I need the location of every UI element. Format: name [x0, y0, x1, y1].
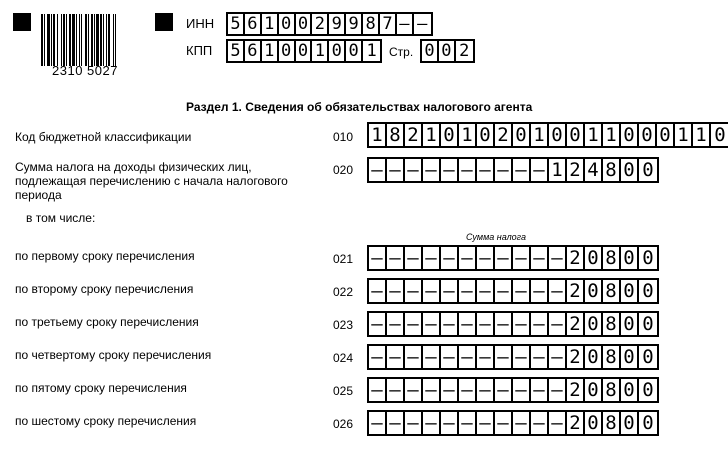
page-cell: 0 [422, 41, 439, 61]
page-cell: 0 [439, 41, 456, 61]
row-021-cell: – [369, 247, 387, 269]
section-title: Раздел 1. Сведения об обязательствах налогового агента [186, 100, 533, 114]
row-021-cell: – [423, 247, 441, 269]
row-020-cell: 1 [549, 159, 567, 181]
row-025-cell: – [369, 379, 387, 401]
row-026-cell: – [549, 412, 567, 434]
row-cells-020 [367, 157, 659, 183]
row-cells-024 [367, 344, 659, 370]
row-010-cell: 0 [477, 124, 495, 146]
row-010-cell: 0 [513, 124, 531, 146]
in-total-label: в том числе: [26, 211, 96, 225]
barcode-bar [47, 14, 50, 66]
row-cells-026 [367, 410, 659, 436]
row-010-cell: 1 [603, 124, 621, 146]
page-cells [420, 39, 475, 63]
row-025-cell: 0 [642, 379, 654, 401]
row-022-cell: – [477, 280, 495, 302]
barcode-bar [61, 14, 62, 66]
row-023-cell: – [387, 313, 405, 335]
row-026-cell: – [459, 412, 477, 434]
row-023-cell: – [441, 313, 459, 335]
row-021-cell: – [459, 247, 477, 269]
row-023-cell: 8 [603, 313, 621, 335]
row-021-cell: – [387, 247, 405, 269]
row-021-cell: – [495, 247, 513, 269]
row-024-cell: – [405, 346, 423, 368]
row-023-cell: – [513, 313, 531, 335]
barcode-bar [76, 14, 77, 66]
kpp-label: КПП [186, 43, 213, 58]
barcode-number: 2310 5027 [52, 63, 118, 78]
row-026-cell: – [531, 412, 549, 434]
row-023-cell: 0 [585, 313, 603, 335]
row-010-cell: 8 [387, 124, 405, 146]
kpp-cell: 0 [296, 41, 313, 61]
barcode-image [41, 14, 143, 66]
row-label-024: по четвертому сроку перечисления [15, 348, 212, 362]
barcode-bar [113, 14, 114, 66]
row-cells-010 [367, 122, 728, 148]
row-label-022: по второму сроку перечисления [15, 282, 194, 296]
kpp-cell: 1 [312, 41, 329, 61]
row-020-cell: – [405, 159, 423, 181]
row-023-cell: – [405, 313, 423, 335]
row-025-cell: 0 [585, 379, 603, 401]
kpp-cell: 5 [228, 41, 245, 61]
row-026-cell: – [369, 412, 387, 434]
row-010-cell: 2 [405, 124, 423, 146]
row-021-cell: – [441, 247, 459, 269]
row-cells-021 [367, 245, 659, 271]
inn-cell: – [397, 14, 414, 34]
row-022-cell: 2 [567, 280, 585, 302]
registration-marker-left [13, 13, 31, 31]
row-020-cell: – [387, 159, 405, 181]
barcode-bar [115, 14, 116, 66]
row-code-021: 021 [333, 252, 354, 266]
row-026-cell: – [423, 412, 441, 434]
row-025-cell: 0 [621, 379, 639, 401]
row-025-cell: – [405, 379, 423, 401]
row-022-cell: 0 [621, 280, 639, 302]
row-021-cell: 0 [621, 247, 639, 269]
barcode-bar [44, 14, 45, 66]
kpp-cell: 1 [262, 41, 279, 61]
row-025-cell: 8 [603, 379, 621, 401]
row-023-cell: – [477, 313, 495, 335]
page-label: Стр. [389, 45, 414, 59]
row-022-cell: – [495, 280, 513, 302]
row-026-cell: 2 [567, 412, 585, 434]
barcode-bar [96, 14, 99, 66]
row-024-cell: – [441, 346, 459, 368]
inn-cell: 9 [329, 14, 346, 34]
row-026-cell: – [477, 412, 495, 434]
row-023-cell: 0 [621, 313, 639, 335]
row-024-cell: – [513, 346, 531, 368]
row-022-cell: – [423, 280, 441, 302]
row-020-cell: – [441, 159, 459, 181]
row-024-cell: 0 [585, 346, 603, 368]
inn-cell: 5 [228, 14, 245, 34]
row-label-020: Сумма налога на доходы физических лиц, подлежащая перечислению с начала налогового периода [15, 160, 288, 202]
row-cells-025 [367, 377, 659, 403]
row-023-cell: – [549, 313, 567, 335]
row-026-cell: – [495, 412, 513, 434]
barcode-bar [91, 14, 93, 66]
row-010-cell: 0 [621, 124, 639, 146]
row-020-cell: – [423, 159, 441, 181]
row-026-cell: 0 [585, 412, 603, 434]
row-020-cell: 4 [585, 159, 603, 181]
row-020-cell: – [477, 159, 495, 181]
barcode-bar [63, 14, 65, 66]
row-code-024: 024 [333, 351, 354, 365]
row-010-cell: 0 [567, 124, 585, 146]
row-022-cell: 8 [603, 280, 621, 302]
row-020-cell: 0 [621, 159, 639, 181]
row-023-cell: – [495, 313, 513, 335]
row-code-022: 022 [333, 285, 354, 299]
row-code-025: 025 [333, 384, 354, 398]
row-010-cell: 1 [585, 124, 603, 146]
row-024-cell: – [495, 346, 513, 368]
row-label-026: по шестому сроку перечисления [15, 414, 197, 428]
row-026-cell: – [387, 412, 405, 434]
row-010-cell: 1 [459, 124, 477, 146]
row-023-cell: – [459, 313, 477, 335]
row-010-cell: 1 [531, 124, 549, 146]
row-024-cell: – [459, 346, 477, 368]
row-020-cell: – [369, 159, 387, 181]
inn-cell: 0 [296, 14, 313, 34]
inn-label: ИНН [186, 16, 215, 31]
barcode-bar [72, 14, 75, 66]
row-010-cell: 0 [441, 124, 459, 146]
row-020-cell: 2 [567, 159, 585, 181]
inn-cell: 7 [380, 14, 397, 34]
barcode-bar [108, 14, 110, 66]
row-022-cell: – [513, 280, 531, 302]
row-021-cell: – [405, 247, 423, 269]
inn-cell: – [417, 14, 428, 34]
barcode-bar [100, 14, 102, 66]
barcode-bar [41, 14, 43, 66]
row-024-cell: – [423, 346, 441, 368]
row-024-cell: 8 [603, 346, 621, 368]
barcode-bar [88, 14, 89, 66]
row-010-cell: 0 [639, 124, 657, 146]
row-label-021: по первому сроку перечисления [15, 249, 195, 263]
row-021-cell: 8 [603, 247, 621, 269]
row-010-cell: 0 [549, 124, 567, 146]
row-024-cell: – [531, 346, 549, 368]
row-020-cell: – [459, 159, 477, 181]
row-024-cell: 0 [621, 346, 639, 368]
row-023-cell: – [531, 313, 549, 335]
row-024-cell: – [369, 346, 387, 368]
row-024-cell: 0 [642, 346, 654, 368]
row-025-cell: – [549, 379, 567, 401]
row-026-cell: 8 [603, 412, 621, 434]
row-label-025: по пятому сроку перечисления [15, 381, 187, 395]
page-cell: 2 [459, 41, 470, 61]
row-025-cell: – [423, 379, 441, 401]
row-023-cell: – [369, 313, 387, 335]
row-025-cell: 2 [567, 379, 585, 401]
row-code-023: 023 [333, 318, 354, 332]
row-010-cell: 2 [495, 124, 513, 146]
row-025-cell: – [495, 379, 513, 401]
row-022-cell: – [549, 280, 567, 302]
row-022-cell: 0 [642, 280, 654, 302]
row-022-cell: – [459, 280, 477, 302]
row-021-cell: – [549, 247, 567, 269]
inn-cell: 0 [279, 14, 296, 34]
inn-cell: 1 [262, 14, 279, 34]
row-024-cell: – [549, 346, 567, 368]
row-020-cell: – [513, 159, 531, 181]
row-020-cell: 0 [642, 159, 654, 181]
row-022-cell: – [531, 280, 549, 302]
row-020-cell: 8 [603, 159, 621, 181]
row-label-023: по третьему сроку перечисления [15, 315, 199, 329]
inn-cell: 2 [312, 14, 329, 34]
barcode-bar [69, 14, 71, 66]
row-code-026: 026 [333, 417, 354, 431]
kpp-cell: 0 [279, 41, 296, 61]
sum-note: Сумма налога [466, 232, 527, 242]
row-023-cell: 0 [642, 313, 654, 335]
row-025-cell: – [513, 379, 531, 401]
row-022-cell: 0 [585, 280, 603, 302]
barcode-bar [51, 14, 52, 66]
row-026-cell: 0 [621, 412, 639, 434]
row-010-cell: 0 [657, 124, 675, 146]
row-021-cell: – [513, 247, 531, 269]
kpp-cell: 1 [366, 41, 377, 61]
kpp-cell: 6 [245, 41, 262, 61]
row-023-cell: – [423, 313, 441, 335]
inn-cell: 8 [363, 14, 380, 34]
row-022-cell: – [369, 280, 387, 302]
inn-cell: 9 [346, 14, 363, 34]
barcode-bar [81, 14, 82, 66]
kpp-cell: 0 [329, 41, 346, 61]
row-code-010: 010 [333, 130, 354, 144]
row-label-010: Код бюджетной классификации [15, 130, 192, 144]
row-010-cell: 1 [369, 124, 387, 146]
row-010-cell: 0 [714, 124, 726, 146]
row-025-cell: – [441, 379, 459, 401]
row-cells-022 [367, 278, 659, 304]
row-021-cell: 2 [567, 247, 585, 269]
row-010-cell: 1 [423, 124, 441, 146]
row-026-cell: – [513, 412, 531, 434]
row-021-cell: – [477, 247, 495, 269]
row-cells-023 [367, 311, 659, 337]
row-025-cell: – [459, 379, 477, 401]
row-024-cell: – [387, 346, 405, 368]
row-code-020: 020 [333, 163, 354, 177]
row-026-cell: 0 [642, 412, 654, 434]
row-025-cell: – [387, 379, 405, 401]
barcode-bar [79, 14, 80, 66]
row-010-cell: 1 [675, 124, 693, 146]
barcode-bar [106, 14, 107, 66]
barcode-bar [66, 14, 67, 66]
row-021-cell: – [531, 247, 549, 269]
row-025-cell: – [477, 379, 495, 401]
registration-marker-right [155, 13, 173, 31]
row-021-cell: 0 [585, 247, 603, 269]
row-020-cell: – [495, 159, 513, 181]
row-022-cell: – [405, 280, 423, 302]
barcode-bar [103, 14, 104, 66]
inn-cells [226, 12, 433, 36]
inn-cell: 6 [245, 14, 262, 34]
row-022-cell: – [441, 280, 459, 302]
row-026-cell: – [405, 412, 423, 434]
row-020-cell: – [531, 159, 549, 181]
row-024-cell: – [477, 346, 495, 368]
row-010-cell: 1 [693, 124, 711, 146]
barcode-bar [85, 14, 87, 66]
row-024-cell: 2 [567, 346, 585, 368]
row-021-cell: 0 [642, 247, 654, 269]
row-022-cell: – [387, 280, 405, 302]
barcode-bar [53, 14, 55, 66]
kpp-cell: 0 [346, 41, 363, 61]
row-026-cell: – [441, 412, 459, 434]
barcode-bar [57, 14, 58, 66]
row-023-cell: 2 [567, 313, 585, 335]
kpp-cells [226, 39, 382, 63]
barcode-bar [94, 14, 95, 66]
row-025-cell: – [531, 379, 549, 401]
